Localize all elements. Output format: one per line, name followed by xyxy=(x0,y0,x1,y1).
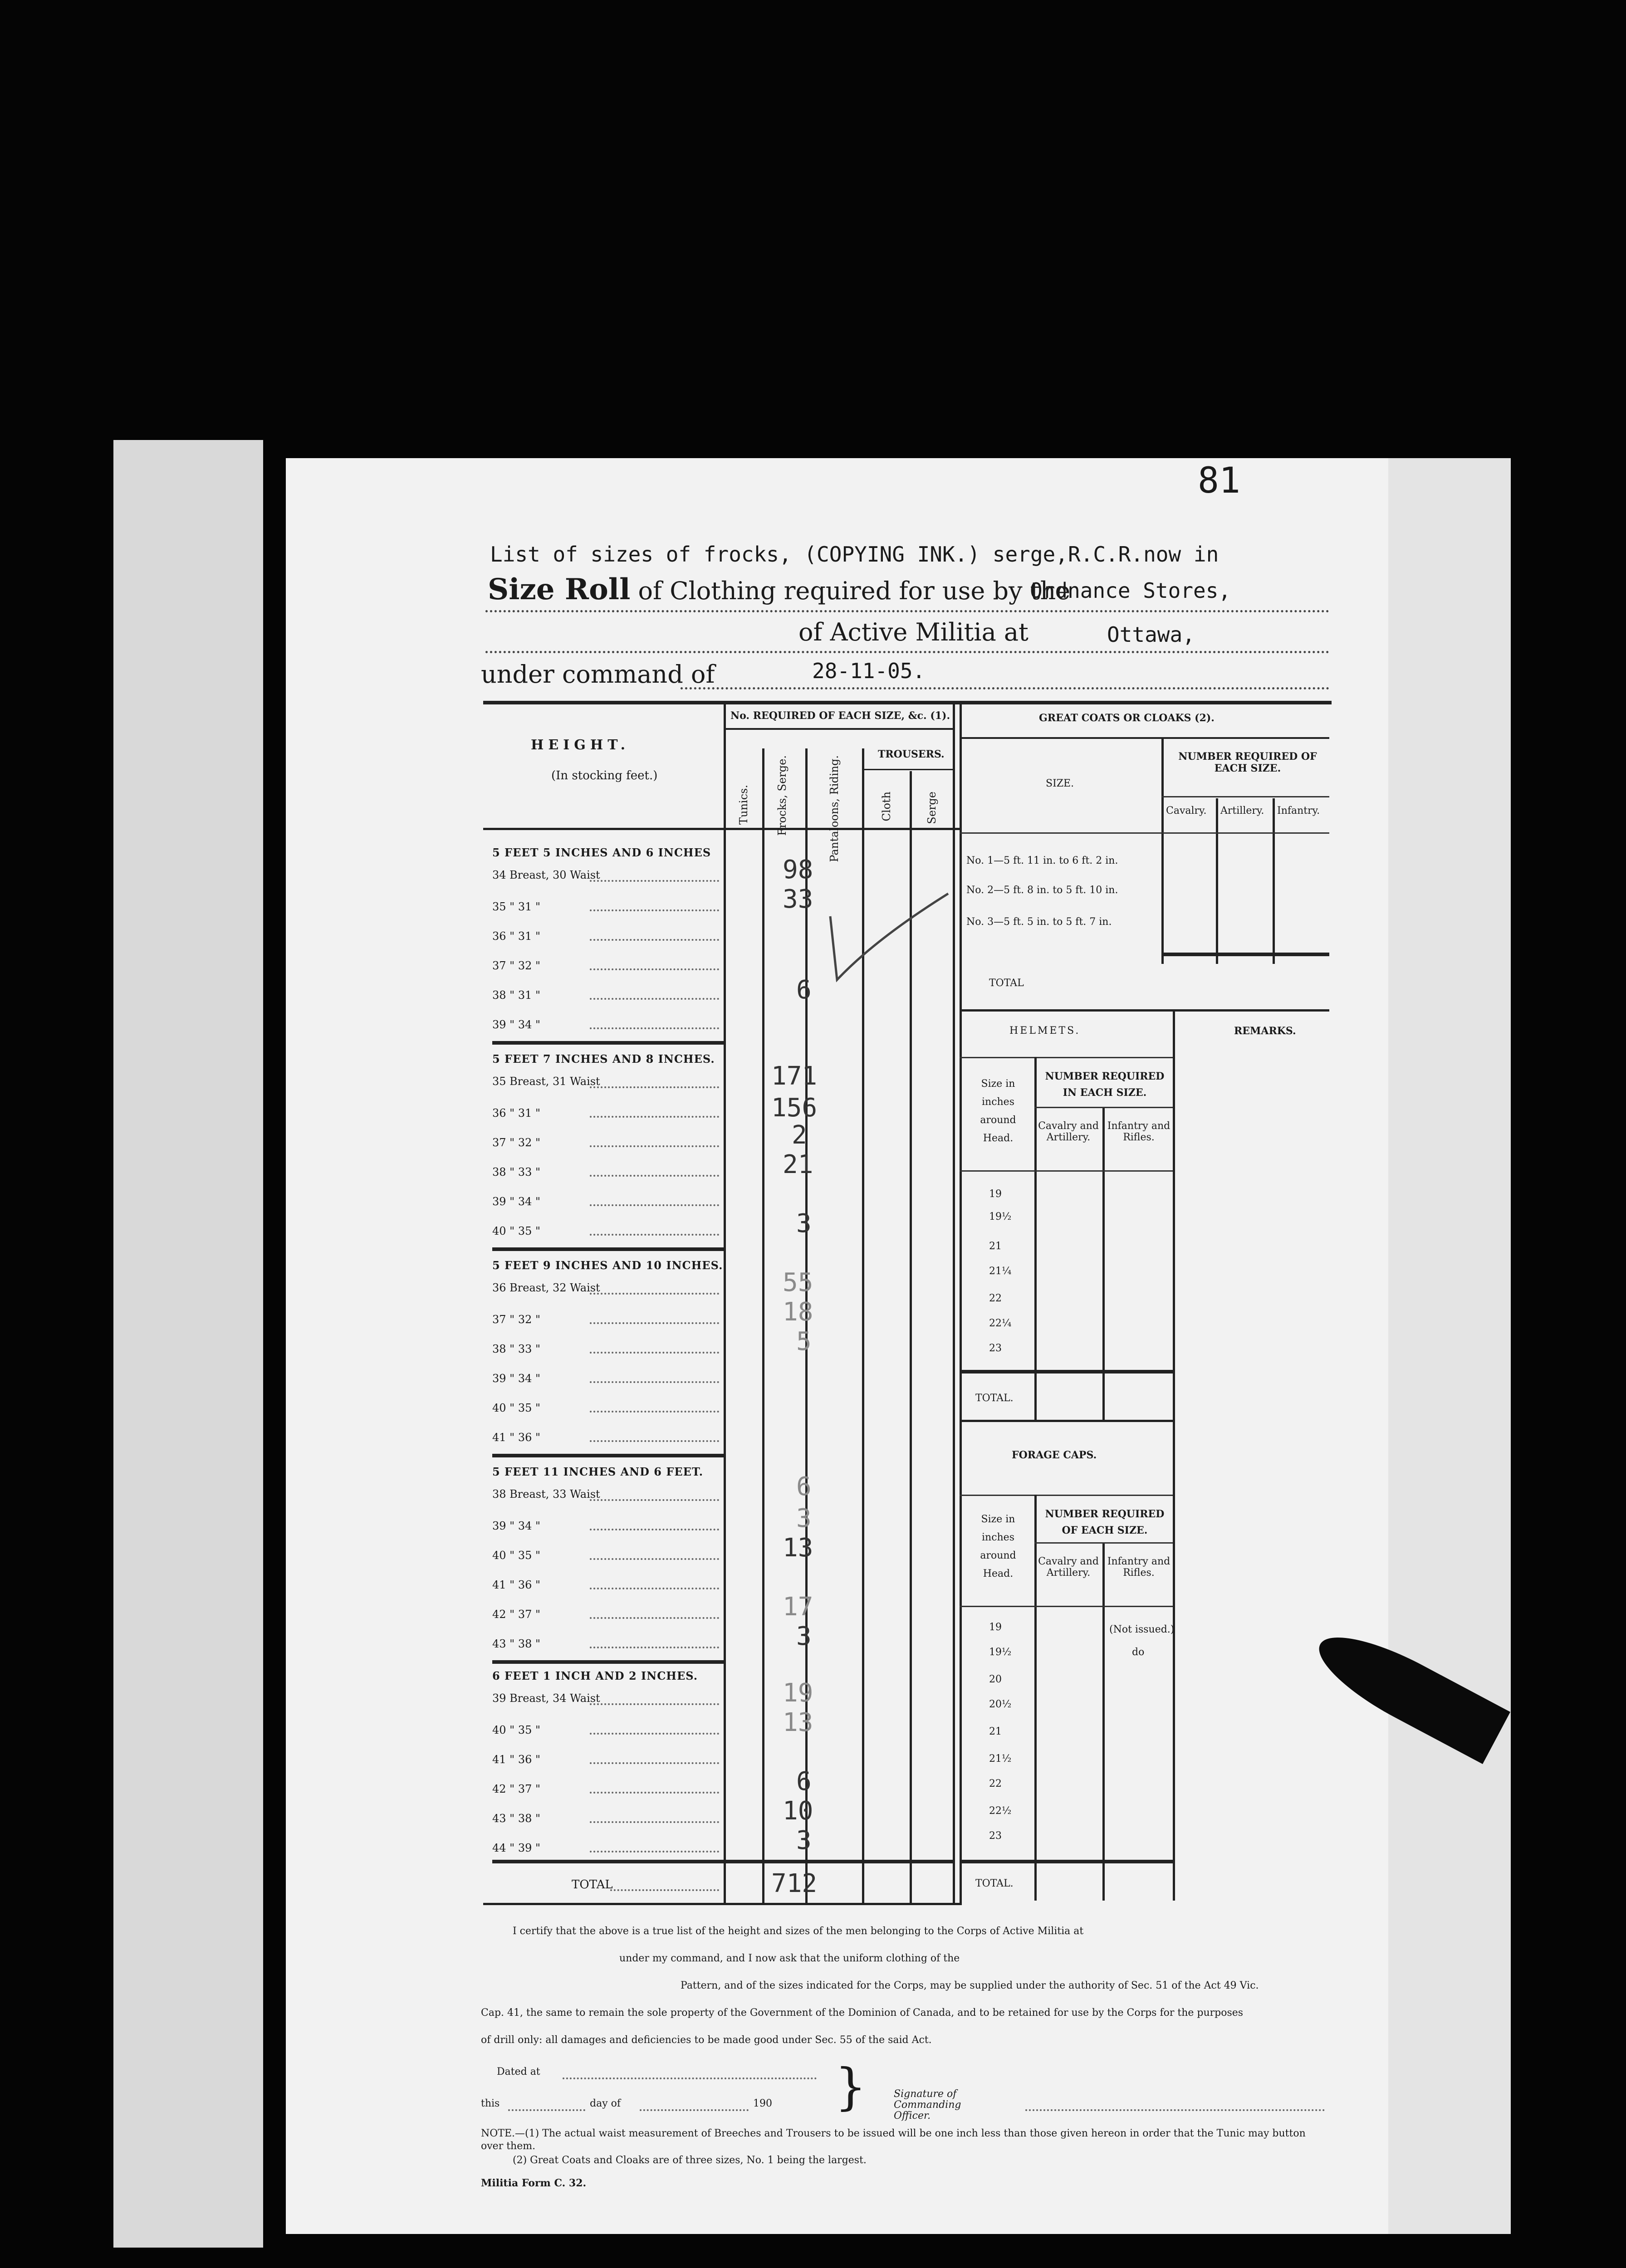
group-rule xyxy=(492,1660,726,1664)
row-label: 43 " 38 " xyxy=(492,1812,541,1825)
document-page xyxy=(286,458,1511,2234)
row-dots xyxy=(590,998,719,1000)
helm-head-bottom xyxy=(960,1170,1173,1172)
fc-total: TOTAL. xyxy=(975,1878,1014,1889)
helm-total-rule xyxy=(960,1370,1173,1374)
row-label: 42 " 37 " xyxy=(492,1783,541,1795)
row-dots xyxy=(590,1762,719,1764)
row-dots xyxy=(590,1411,719,1413)
row-dots xyxy=(590,1588,719,1589)
great-coats-heading: GREAT COATS OR CLOAKS (2). xyxy=(1039,712,1215,724)
group-heading: 6 FEET 1 INCH AND 2 INCHES. xyxy=(492,1669,698,1682)
helm-size: 19½ xyxy=(989,1211,1012,1222)
row-label: 40 " 35 " xyxy=(492,1225,541,1237)
frocks-value: 6 xyxy=(796,1472,812,1501)
left-table-bottom xyxy=(483,1903,962,1905)
helm-number-heading: NUMBER REQUIRED IN EACH SIZE. xyxy=(1045,1070,1165,1099)
helm-total: TOTAL. xyxy=(975,1393,1014,1404)
row-dots xyxy=(590,1293,719,1295)
fc-size: 22½ xyxy=(989,1805,1012,1817)
frocks-value: 18 xyxy=(783,1297,813,1327)
command-text: under command of xyxy=(481,660,715,689)
helm-col-infantry: Infantry and Rifles. xyxy=(1107,1120,1171,1143)
group-rule xyxy=(492,1247,726,1251)
forage-rule xyxy=(960,1495,1173,1496)
this-label: this xyxy=(481,2098,500,2109)
frocks-value: 5 xyxy=(796,1327,812,1356)
row-label: 44 " 39 " xyxy=(492,1842,541,1854)
row-label: 39 " 34 " xyxy=(492,1520,541,1532)
frocks-value: 3 xyxy=(796,1826,812,1855)
fc-size: 20 xyxy=(989,1674,1002,1685)
row-dots xyxy=(590,1322,719,1324)
col-cloth: Cloth xyxy=(880,792,893,821)
header-dotline-3 xyxy=(681,687,1329,689)
row-dots xyxy=(590,1529,719,1530)
total-dots xyxy=(610,1889,719,1891)
frocks-value: 171 xyxy=(771,1061,818,1091)
cert-line-3: Pattern, and of the sizes indicated for the Corps, may be supplied under the authority of Sec. 51 of the Act 49 Vic. xyxy=(681,1980,1259,1991)
col-trousers: TROUSERS. xyxy=(878,748,945,760)
fc-size: 19 xyxy=(989,1622,1002,1633)
table-top-rule xyxy=(483,701,1332,704)
cert-line-2: under my command, and I now ask that the uniform clothing of the xyxy=(619,1953,960,1964)
row-label: 40 " 35 " xyxy=(492,1402,541,1414)
row-dots xyxy=(590,1617,719,1619)
table-vline-trousers-end xyxy=(953,701,955,1903)
row-label: 41 " 36 " xyxy=(492,1579,541,1591)
helm-size: 21 xyxy=(989,1241,1002,1252)
row-label: 37 " 32 " xyxy=(492,1136,541,1149)
form-title-rest: of Clothing required for use by the xyxy=(638,577,1071,605)
size-group-1 xyxy=(492,846,950,859)
row-label: 41 " 36 " xyxy=(492,1753,541,1766)
trousers-head-rule xyxy=(862,769,953,770)
fc-infantry-note-1: (Not issued.) xyxy=(1109,1624,1175,1635)
table-vline-height xyxy=(724,701,726,1903)
gc-vline-size xyxy=(1161,737,1164,964)
cert-line-4: Cap. 41, the same to remain the sole property of the Government of the Dominion of Canada, and to be retained for use by the Corps for the purposes xyxy=(481,2007,1244,2019)
gc-row-1: No. 1—5 ft. 11 in. to 6 ft. 2 in. xyxy=(966,855,1118,866)
row-label: 38 " 33 " xyxy=(492,1166,541,1178)
gc-bottom xyxy=(960,1009,1329,1012)
row-label: 38 " 31 " xyxy=(492,989,541,1002)
row-dots xyxy=(590,1381,719,1383)
row-label: 39 Breast, 34 Waist xyxy=(492,1692,600,1705)
row-label: 35 " 31 " xyxy=(492,900,541,913)
gc-total-rule xyxy=(1161,953,1329,956)
frocks-value: 3 xyxy=(796,1622,812,1651)
row-dots xyxy=(590,939,719,941)
left-head-bottom-rule xyxy=(483,828,960,830)
brace: } xyxy=(835,2058,867,2116)
row-dots xyxy=(590,1175,719,1177)
frocks-value: 3 xyxy=(796,1504,812,1533)
frocks-value: 156 xyxy=(771,1093,818,1123)
group-rule xyxy=(492,1454,726,1457)
row-label: 36 " 31 " xyxy=(492,1107,541,1119)
header-dotline-1 xyxy=(485,610,1329,612)
row-dots xyxy=(590,1558,719,1560)
row-dots xyxy=(590,1733,719,1735)
row-dots xyxy=(590,1352,719,1354)
row-label: 38 Breast, 33 Waist xyxy=(492,1488,600,1501)
row-dots xyxy=(590,1086,719,1088)
frocks-value: 10 xyxy=(783,1796,813,1826)
row-dots xyxy=(590,880,719,882)
fc-total-rule xyxy=(960,1860,1173,1863)
frocks-value: 21 xyxy=(783,1150,813,1179)
gc-col-artillery: Artillery. xyxy=(1220,805,1264,816)
fc-vline-cav xyxy=(1102,1542,1105,1901)
col-frocks: Frocks, Serge. xyxy=(776,755,789,836)
height-sub: (In stocking feet.) xyxy=(551,769,658,782)
militia-text: of Active Militia at xyxy=(798,618,1028,646)
row-dots xyxy=(590,1647,719,1648)
fc-size-col: Size in inches around Head. xyxy=(980,1514,1016,1579)
row-label: 37 " 32 " xyxy=(492,1313,541,1326)
fc-infantry-note-2: do xyxy=(1132,1647,1145,1658)
gc-col-infantry: Infantry. xyxy=(1277,805,1320,816)
frocks-value: 98 xyxy=(783,855,813,885)
frocks-value: 55 xyxy=(783,1268,813,1297)
page-number: 81 xyxy=(1198,460,1240,501)
total-label: TOTAL xyxy=(572,1878,613,1892)
helm-size-col: Size in inches around Head. xyxy=(980,1078,1016,1144)
fc-col-cavalry: Cavalry and Artillery. xyxy=(1038,1556,1099,1579)
row-label: 37 " 32 " xyxy=(492,959,541,972)
helm-subhead-rule xyxy=(1034,1107,1173,1108)
helm-size: 22¼ xyxy=(989,1318,1012,1329)
location-typed: Ottawa, xyxy=(1107,622,1195,647)
height-heading: HEIGHT. xyxy=(531,737,630,753)
row-dots xyxy=(590,1145,719,1147)
fc-size: 23 xyxy=(989,1830,1002,1842)
total-rule xyxy=(492,1860,953,1863)
helmets-heading: HELMETS. xyxy=(1009,1025,1081,1036)
row-dots xyxy=(590,1204,719,1206)
gc-vline-art xyxy=(1273,798,1275,964)
row-dots xyxy=(590,968,719,970)
date-typed: 28-11-05. xyxy=(812,659,926,683)
helm-vline-size xyxy=(1034,1057,1037,1420)
col-serge: Serge xyxy=(926,792,938,824)
row-label: 42 " 37 " xyxy=(492,1608,541,1621)
helm-size: 23 xyxy=(989,1343,1002,1354)
row-label: 41 " 36 " xyxy=(492,1431,541,1444)
row-dots xyxy=(590,1792,719,1794)
gc-head-bottom xyxy=(960,832,1329,834)
helm-col-cavalry: Cavalry and Artillery. xyxy=(1038,1120,1099,1143)
gc-subhead-rule xyxy=(1161,796,1329,797)
gc-vline-cav xyxy=(1216,798,1218,964)
helmets-rule xyxy=(960,1057,1173,1058)
row-dots xyxy=(590,909,719,911)
gc-number-heading: NUMBER REQUIRED OF EACH SIZE. xyxy=(1178,751,1317,774)
right-vline-remarks xyxy=(1173,1012,1175,1901)
fc-size: 22 xyxy=(989,1778,1002,1789)
group-rule xyxy=(492,1041,726,1045)
row-dots xyxy=(590,1440,719,1442)
forage-caps-heading: FORAGE CAPS. xyxy=(1012,1449,1097,1461)
frocks-value: 33 xyxy=(783,885,813,914)
group-heading: 5 FEET 11 INCHES AND 6 FEET. xyxy=(492,1465,704,1478)
row-label: 43 " 38 " xyxy=(492,1637,541,1650)
gc-row-3: No. 3—5 ft. 5 in. to 5 ft. 7 in. xyxy=(966,916,1112,928)
col-pantaloons: Pantaloons, Riding. xyxy=(828,755,841,862)
fc-head-bottom xyxy=(960,1606,1173,1607)
header-dotline-2 xyxy=(485,651,1329,653)
underlying-page xyxy=(113,440,263,2248)
form-title-bold: Size Roll xyxy=(488,572,631,606)
row-label: 36 " 31 " xyxy=(492,930,541,943)
signature-label: Signature of Commanding Officer. xyxy=(894,2088,961,2121)
fc-size: 21½ xyxy=(989,1753,1012,1765)
cert-line-1: I certify that the above is a true list of the height and sizes of the men belonging to the Corps of Active Militia at xyxy=(513,1926,1084,1937)
row-dots xyxy=(590,1703,719,1705)
total-frocks: 712 xyxy=(771,1869,818,1898)
note-2: (2) Great Coats and Cloaks are of three sizes, No. 1 being the largest. xyxy=(513,2155,867,2166)
row-label: 39 " 34 " xyxy=(492,1195,541,1208)
frocks-value: 3 xyxy=(796,1209,812,1238)
helm-size: 19 xyxy=(989,1188,1002,1200)
row-label: 38 " 33 " xyxy=(492,1343,541,1355)
dated-at: Dated at xyxy=(497,2066,540,2077)
frocks-value: 6 xyxy=(796,1767,812,1796)
frocks-value: 19 xyxy=(783,1678,813,1708)
typed-header-line: List of sizes of frocks, (COPYING INK.) serge,R.C.R.now in xyxy=(490,542,1219,567)
fc-size: 20½ xyxy=(989,1699,1012,1710)
frocks-value: 13 xyxy=(783,1533,813,1563)
page-right-edge xyxy=(1388,458,1511,2234)
required-heading: No. REQUIRED OF EACH SIZE, &c. (1). xyxy=(730,710,950,722)
cert-line-5: of drill only: all damages and deficiencies to be made good under Sec. 55 of the said Act. xyxy=(481,2034,932,2046)
fc-col-infantry: Infantry and Rifles. xyxy=(1107,1556,1171,1579)
helm-size: 22 xyxy=(989,1293,1002,1304)
gc-row-2: No. 2—5 ft. 8 in. to 5 ft. 10 in. xyxy=(966,885,1118,896)
group-heading: 5 FEET 9 INCHES AND 10 INCHES. xyxy=(492,1259,723,1272)
form-title xyxy=(488,572,1070,606)
fc-size: 21 xyxy=(989,1726,1002,1737)
row-label: 36 Breast, 32 Waist xyxy=(492,1281,600,1294)
row-label: 39 " 34 " xyxy=(492,1372,541,1385)
group-heading: 5 FEET 7 INCHES AND 8 INCHES. xyxy=(492,1052,715,1066)
day-of-label: day of xyxy=(590,2098,621,2109)
row-label: 40 " 35 " xyxy=(492,1549,541,1562)
row-label: 40 " 35 " xyxy=(492,1724,541,1736)
row-label: 34 Breast, 30 Waist xyxy=(492,869,600,881)
row-dots xyxy=(590,1851,719,1853)
helm-size: 21¼ xyxy=(989,1266,1012,1277)
table-vline-tunics xyxy=(762,748,764,1903)
row-dots xyxy=(590,1027,719,1029)
frocks-value: 6 xyxy=(796,975,812,1005)
gc-size-col: SIZE. xyxy=(1046,778,1074,789)
pencil-tick-mark xyxy=(812,889,957,1016)
day-of-dots xyxy=(640,2109,749,2111)
form-number: Militia Form C. 32. xyxy=(481,2177,587,2189)
row-dots xyxy=(590,1821,719,1823)
fc-subhead-rule xyxy=(1034,1542,1173,1544)
great-coats-rule xyxy=(960,737,1329,739)
group-heading: 5 FEET 5 INCHES AND 6 INCHES xyxy=(492,846,711,859)
fc-number-heading: NUMBER REQUIRED OF EACH SIZE. xyxy=(1045,1508,1165,1536)
required-head-rule xyxy=(724,728,953,730)
row-dots xyxy=(590,1499,719,1501)
gc-col-cavalry: Cavalry. xyxy=(1166,805,1207,816)
recipient-typed: Ordnance Stores, xyxy=(1030,578,1231,603)
col-tunics: Tunics. xyxy=(737,785,750,825)
row-dots xyxy=(590,1234,719,1236)
year-prefix: 190 xyxy=(753,2098,772,2109)
helm-bottom xyxy=(960,1420,1173,1422)
signature-dots xyxy=(1025,2109,1325,2111)
row-dots xyxy=(590,1116,719,1118)
remarks-heading: REMARKS. xyxy=(1234,1025,1296,1037)
frocks-value: 17 xyxy=(783,1592,813,1622)
row-label: 39 " 34 " xyxy=(492,1018,541,1031)
fc-size: 19½ xyxy=(989,1647,1012,1658)
gc-total: TOTAL xyxy=(989,978,1024,989)
row-label: 35 Breast, 31 Waist xyxy=(492,1075,600,1088)
frocks-value: 13 xyxy=(783,1708,813,1737)
dated-at-dots xyxy=(563,2077,817,2079)
table-vline-right-start xyxy=(960,701,962,1903)
note-1: NOTE.—(1) The actual waist measurement of Breeches and Trousers to be issued will be one inch less than those given hereon in order that the Tunic may button over them. xyxy=(481,2128,1306,2152)
frocks-value: 2 xyxy=(792,1120,807,1150)
this-dots xyxy=(508,2109,585,2111)
